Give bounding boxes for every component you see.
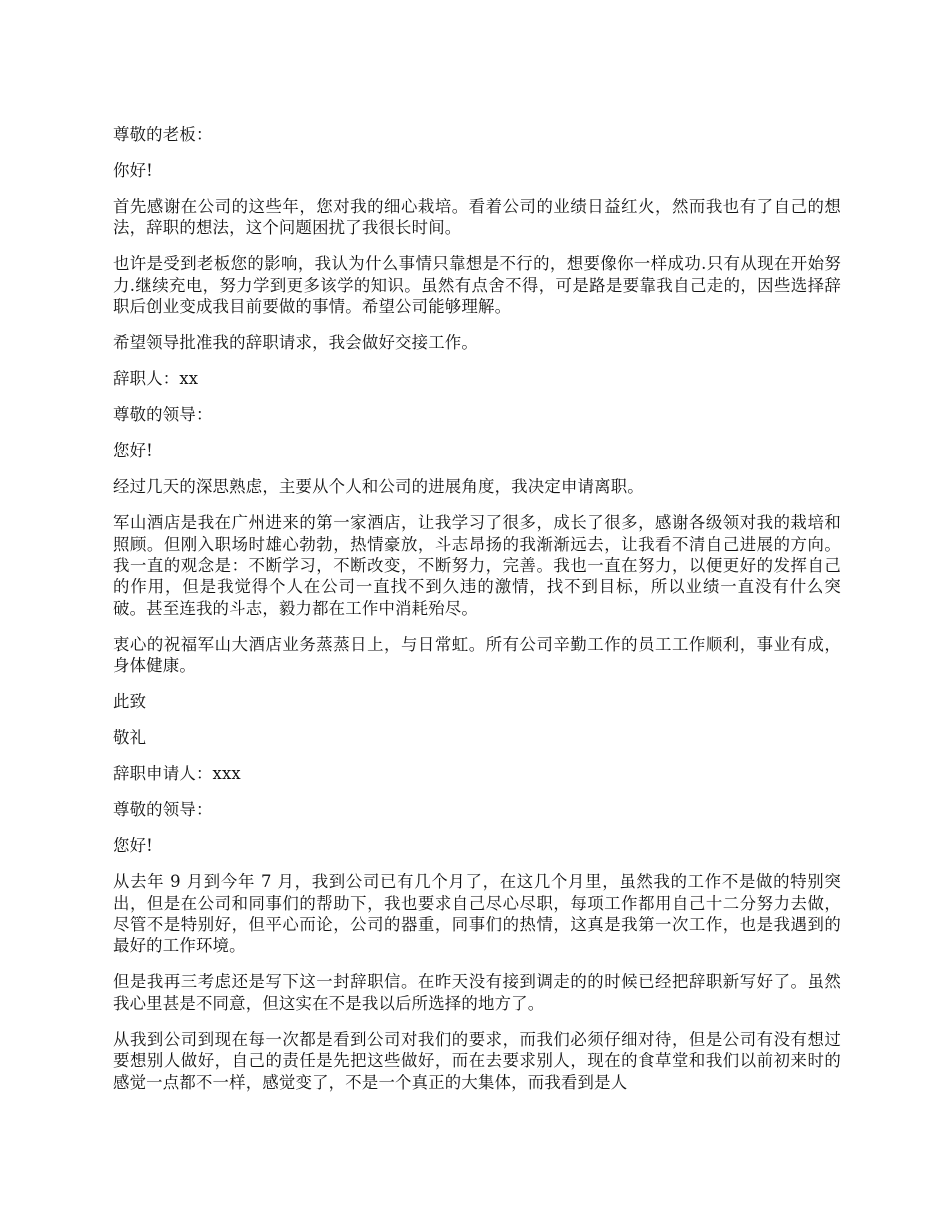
body-paragraph: 经过几天的深思熟虑，主要从个人和公司的进展角度，我决定申请离职。 [113,477,644,497]
salutation: 尊敬的老板： [113,125,213,144]
salutation: 尊敬的领导： [113,800,213,820]
body-paragraph: 从去年 9 月到今年 7 月，我到公司已有几个月了，在这几个月里，虽然我的工作不是做的特别突出，但是在公司和同事们的帮助下，我也要求自己尽心尽职，每项工作都用自己十二分努力去做，尽管不是特别好，但平心而论，公司的器重，同事们的热情，这真是我第一次工作，也是我遇到的最好的工作环境。 [113,872,841,956]
body-paragraph: 但是我再三考虑还是写下这一封辞职信。在昨天没有接到调走的的时候已经把辞职新写好了。虽然我心里甚是不同意，但这实在不是我以后所选择的地方了。 [113,972,841,1013]
signature-line: 辞职人：xx [113,369,199,389]
body-paragraph: 从我到公司到现在每一次都是看到公司对我们的要求，而我们必须仔细对待，但是公司有没有想过要想别人做好，自己的责任是先把这些做好，而在去要求别人，现在的食草堂和我们以前初来时的感觉一点都不一样，感觉变了，不是一个真正的大集体，而我看到是人 [113,1029,841,1092]
signature-line: 辞职申请人：xxx [113,764,241,784]
body-paragraph: 军山酒店是我在广州进来的第一家酒店，让我学习了很多，成长了很多，感谢各级领对我的栽培和照顾。但刚入职场时雄心勃勃，热情豪放，斗志昂扬的我渐渐远去，让我看不清自己进展的方向。我一直的观念是：不断学习，不断改变，不断努力，完善。我也一直在努力，以便更好的发挥自己的作用，但是我觉得个人在公司一直找不到久违的激情，找不到目标，所以业绩一直没有什么突破。甚至连我的斗志，毅力都在工作中消耗殆尽。 [113,513,841,618]
greeting: 你好! [113,161,153,180]
closing-line: 此致 [113,692,147,712]
greeting: 您好! [113,441,153,461]
greeting: 您好! [113,836,153,856]
body-paragraph: 首先感谢在公司的这些年，您对我的细心栽培。看着公司的业绩日益红火，然而我也有了自己的想法，辞职的想法，这个问题困扰了我很长时间。 [113,197,841,238]
body-paragraph: 也许是受到老板您的影响，我认为什么事情只靠想是不行的，想要像你一样成功.只有从现在开始努力.继续充电，努力学到更多该学的知识。虽然有点舍不得，可是路是要靠我自己走的，因些选择辞职后创业变成我目前要做的事情。希望公司能够理解。 [113,254,841,317]
salutation: 尊敬的领导： [113,405,213,425]
closing-line: 敬礼 [113,728,147,748]
document-page [113,124,841,1108]
body-paragraph: 希望领导批准我的辞职请求，我会做好交接工作。 [113,333,478,353]
body-paragraph: 衷心的祝福军山大酒店业务蒸蒸日上，与日常虹。所有公司辛勤工作的员工工作顺利，事业有成，身体健康。 [113,634,841,676]
